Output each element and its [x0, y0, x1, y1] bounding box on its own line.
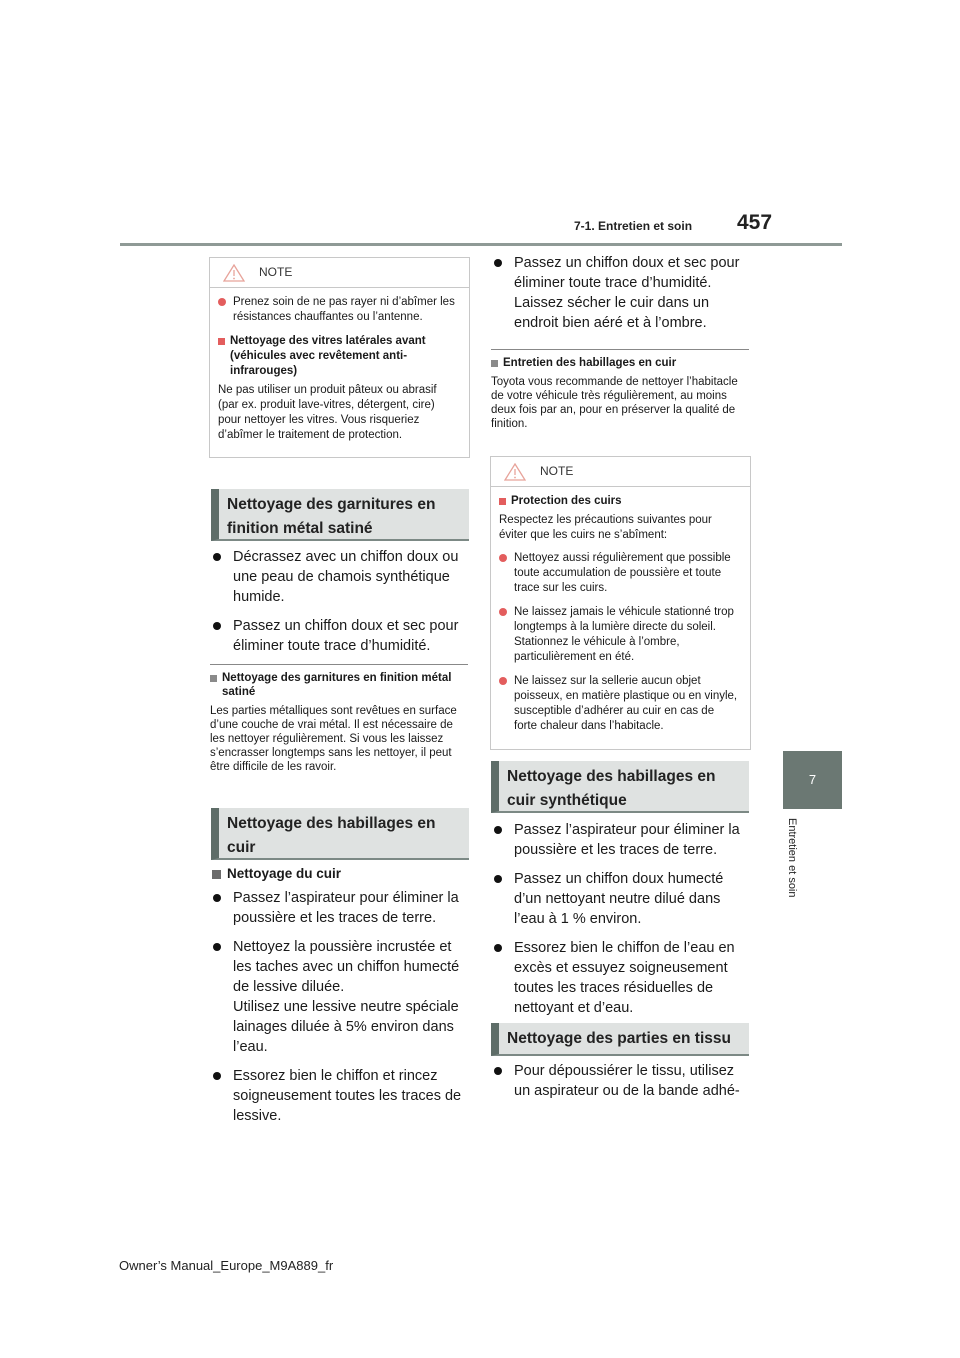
list-item-text: Passez l’aspirateur pour éliminer la poussière et les traces de terre. — [514, 822, 740, 858]
bullet-dot-icon — [218, 298, 226, 306]
bullet-dot-icon — [499, 608, 507, 616]
section-title-synthetic-leather: Nettoyage des habillages en cuir synthétique — [491, 761, 749, 813]
square-bullet-icon — [212, 870, 221, 879]
note-item — [499, 551, 740, 596]
section-title-leather: Nettoyage des habillages en cuir — [211, 808, 469, 860]
list-item-text: Passez un chiffon doux et sec pour éliminer toute trace d’humidité. — [233, 618, 459, 654]
bullet-icon — [494, 1067, 502, 1075]
info-heading-text: Entretien des habillages en cuir — [503, 357, 677, 369]
bullet-icon — [213, 622, 221, 630]
note-item-text: Ne laissez sur la sellerie aucun objet poisseux, en matière plastique ou en vinyle, susceptible d’adhérer au cuir en cas de forte chaleur dans l’habitacle. — [514, 675, 738, 732]
bullet-dot-icon — [499, 677, 507, 685]
bullet-dot-icon — [499, 554, 507, 562]
list-item — [494, 869, 746, 929]
info-paragraph: Toyota vous recommande de nettoyer l’habitacle de votre véhicule très régulièrement, au moins deux fois par an, pour en préserver la qualité de finition. — [491, 376, 738, 430]
info-block-metal — [210, 664, 468, 774]
note-item-text: Nettoyez aussi régulièrement que possible toute accumulation de poussière et toute trace sur les cuirs. — [514, 552, 731, 594]
bullet-icon — [494, 875, 502, 883]
list-item-text: Passez un chiffon doux humecté d’un nettoyant neutre dilué dans l’eau à 1 % environ. — [514, 871, 724, 927]
list-item — [213, 888, 467, 928]
list-item — [213, 616, 467, 656]
list-item-extra: Utilisez une lessive neutre spéciale lainages diluée à 5% environ dans l’eau. — [233, 999, 459, 1055]
info-paragraph: Les parties métalliques sont revêtues en surface d’une couche de vrai métal. Il est nécessaire de les nettoyer régulièrement. Si vous les laissez s’encrasser longtemps sans les nettoyer, il peut être difficile de les ravoir. — [210, 705, 457, 773]
list-item-text: Essorez bien le chiffon et rincez soigneusement toutes les traces de lessive. — [233, 1068, 462, 1124]
square-bullet-icon — [491, 360, 498, 367]
warning-triangle-icon — [223, 264, 245, 282]
bullet-icon — [213, 1072, 221, 1080]
note-header — [210, 258, 469, 288]
bullet-list-metal — [213, 547, 467, 665]
note-item — [218, 295, 459, 325]
bullet-icon — [494, 826, 502, 834]
footer-manual-id: Owner’s Manual_Europe_M9A889_fr — [119, 1258, 334, 1273]
bullet-icon — [213, 894, 221, 902]
info-heading — [210, 671, 468, 699]
warning-triangle-icon — [504, 463, 526, 481]
note-item-text: Ne laissez jamais le véhicule stationné trop longtemps à la lumière directe du soleil. Stationnez le véhicule à l’ombre, particulièrement en été. — [514, 606, 734, 663]
square-bullet-icon — [499, 498, 506, 505]
square-bullet-icon — [210, 675, 217, 682]
bullet-list-top-right — [494, 253, 746, 342]
note-label: NOTE — [540, 464, 574, 478]
list-item — [494, 1061, 746, 1101]
list-item — [213, 547, 467, 607]
list-item-text: Nettoyez la poussière incrustée et les taches avec un chiffon humecté de lessive diluée. — [233, 939, 460, 995]
note-item-text: Prenez soin de ne pas rayer ni d’abîmer les résistances chauffantes ou l’antenne. — [233, 296, 455, 323]
header-rule — [120, 243, 842, 246]
section-title-metal: Nettoyage des garnitures en finition métal satiné — [211, 489, 469, 541]
note-subheading-text: Protection des cuirs — [511, 495, 622, 507]
page-number: 457 — [737, 211, 773, 234]
bullet-list-leather — [213, 888, 467, 1135]
bullet-list-synthetic — [494, 820, 746, 1027]
note-box-windows — [209, 257, 470, 458]
list-item-text: Passez un chiffon doux et sec pour éliminer toute trace d’humidité. Laissez sécher le cuir dans un endroit bien aéré et à l’ombre. — [514, 255, 740, 331]
chapter-label: Entretien et soin — [786, 818, 798, 898]
subheading-text: Nettoyage du cuir — [227, 866, 342, 881]
list-item — [213, 1066, 467, 1126]
list-item-text: Essorez bien le chiffon de l’eau en excès et essuyez soigneusement toutes les traces résiduelles de nettoyant et d’eau. — [514, 940, 735, 1016]
chapter-tab[interactable]: 7 — [783, 751, 842, 809]
note-item — [499, 605, 740, 665]
running-header: 7-1. Entretien et soin — [574, 219, 693, 233]
list-item — [213, 937, 467, 1057]
info-block-leather-care — [491, 349, 749, 431]
list-item — [494, 253, 746, 333]
note-label: NOTE — [259, 265, 293, 279]
list-item — [494, 938, 746, 1018]
section-title-fabric: Nettoyage des parties en tissu — [491, 1023, 749, 1056]
note-item — [499, 674, 740, 734]
bullet-icon — [213, 553, 221, 561]
note-subheading — [499, 494, 740, 509]
list-item — [494, 820, 746, 860]
bullet-icon — [494, 259, 502, 267]
square-bullet-icon — [218, 338, 225, 345]
list-item-text: Décrassez avec un chiffon doux ou une peau de chamois synthétique humide. — [233, 549, 459, 605]
subheading-leather-cleaning — [212, 866, 466, 881]
note-box-leather — [490, 456, 751, 750]
list-item-text: Passez l’aspirateur pour éliminer la poussière et les traces de terre. — [233, 890, 459, 926]
list-item-text: Pour dépoussiérer le tissu, utilisez un aspirateur ou de la bande adhé- — [514, 1063, 740, 1099]
note-subheading — [218, 334, 459, 379]
note-header — [491, 457, 750, 487]
info-heading-text: Nettoyage des garnitures en finition métal satiné — [222, 672, 452, 698]
bullet-icon — [213, 943, 221, 951]
note-paragraph: Respectez les précautions suivantes pour éviter que les cuirs ne s’abîment: — [499, 514, 712, 541]
info-heading — [491, 356, 749, 370]
bullet-list-fabric — [494, 1061, 746, 1110]
note-paragraph: Ne pas utiliser un produit pâteux ou abrasif (par ex. produit lave-vitres, détergent, cire) pour nettoyer les vitres. Vous risqueriez d’abîmer le traitement de protection. — [218, 384, 437, 441]
note-subheading-text: Nettoyage des vitres latérales avant (véhicules avec revêtement anti-infrarouges) — [230, 335, 426, 377]
bullet-icon — [494, 944, 502, 952]
